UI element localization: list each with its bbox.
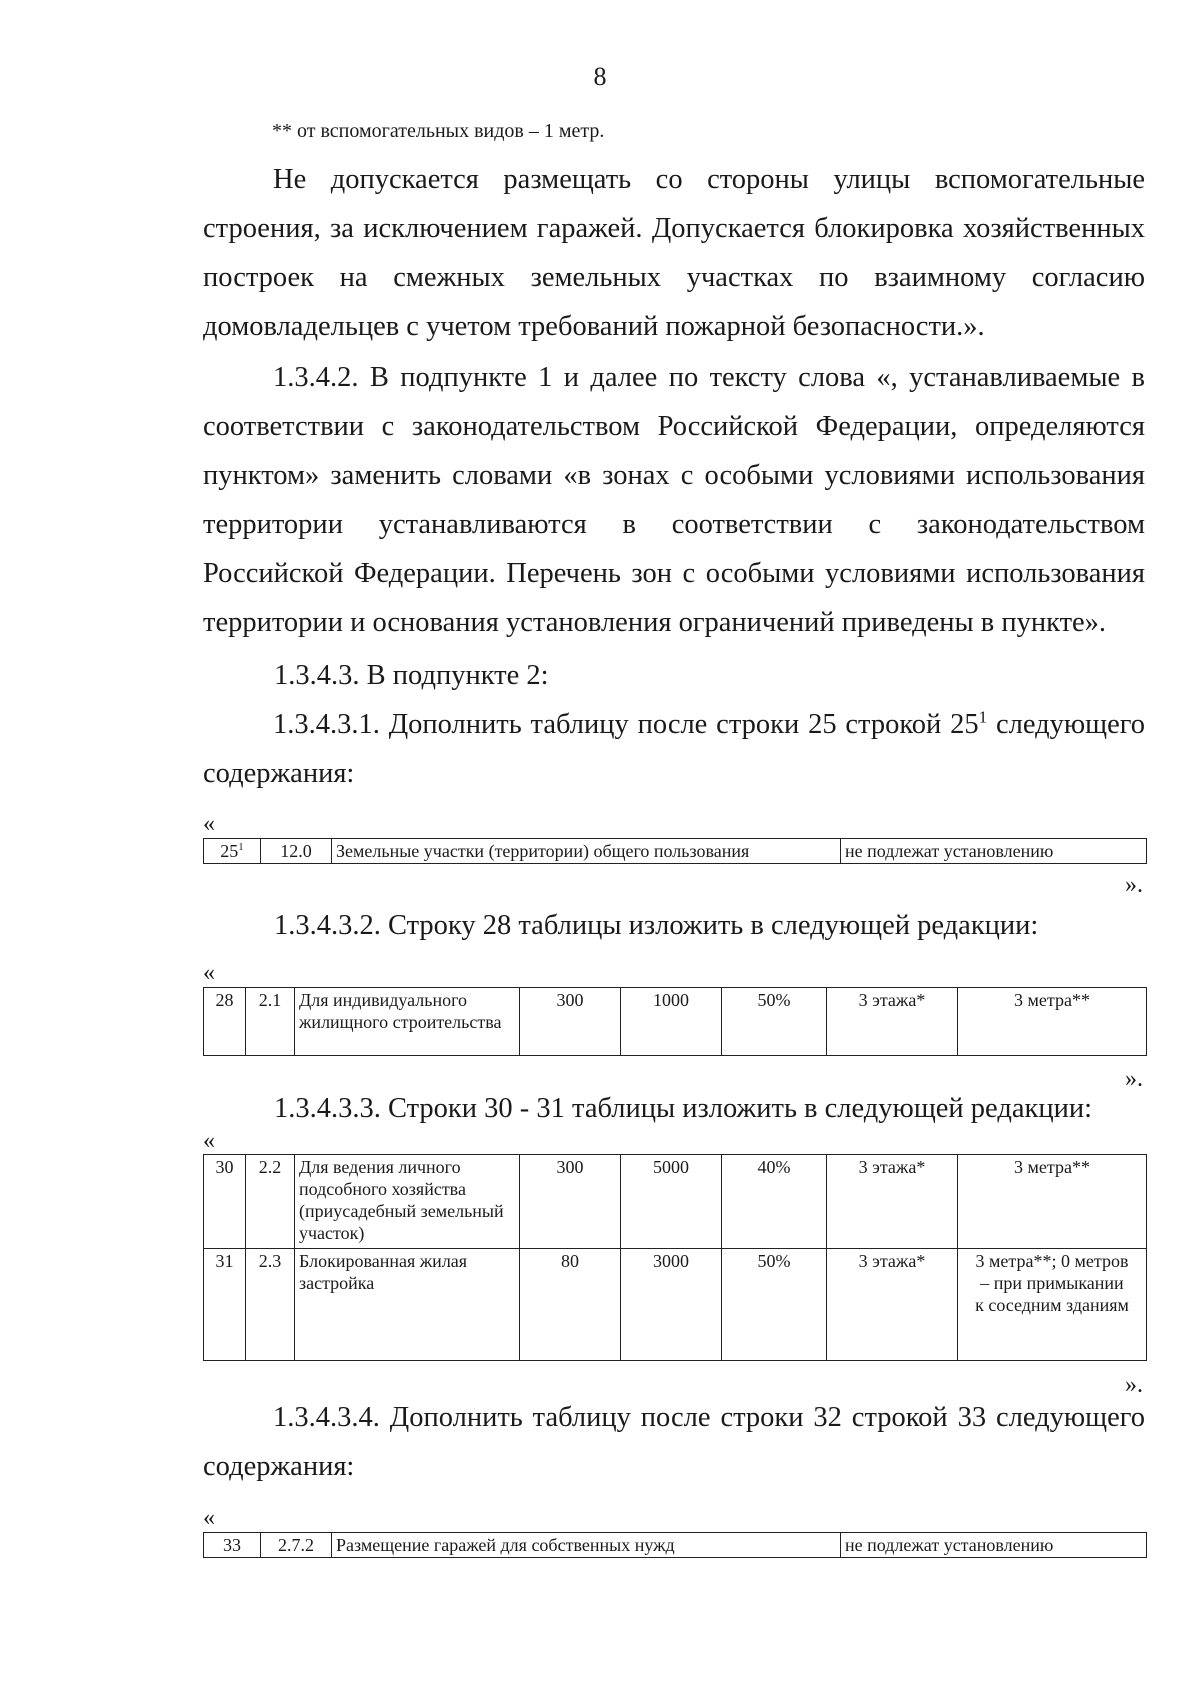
table-cell: 3 этажа* bbox=[827, 1155, 958, 1249]
table-cell: 3 метра**; 0 метров – при примыкании к соседним зданиям bbox=[958, 1249, 1147, 1361]
text-line: соответствии с законодательством Российской Федерации, определяются bbox=[203, 411, 1145, 442]
cell-text: 25 bbox=[220, 841, 239, 861]
quote-close: ». bbox=[1125, 1066, 1143, 1092]
table-cell: 40% bbox=[722, 1155, 827, 1249]
table-cell-num bbox=[204, 839, 261, 864]
superscript: 1 bbox=[238, 841, 244, 853]
quote-open: « bbox=[203, 960, 215, 986]
text-part: 1.3.4.3.1. Дополнить таблицу после строки 25 строкой 25 bbox=[273, 709, 979, 740]
table-cell: Для ведения личного подсобного хозяйства (приусадебный земельный участок) bbox=[295, 1155, 520, 1249]
text-line: Не допускается размещать со стороны улицы вспомогательные bbox=[273, 164, 1145, 195]
table-cell: 2.3 bbox=[246, 1249, 295, 1361]
table-cell: 3 этажа* bbox=[827, 988, 958, 1056]
table-cell: 3 этажа* bbox=[827, 1249, 958, 1361]
heading-13433: 1.3.4.3.3. Строки 30 - 31 таблицы изложить в следующей редакции: bbox=[274, 1093, 1092, 1124]
table-cell: 50% bbox=[722, 1249, 827, 1361]
text-line: Российской Федерации. Перечень зон с особыми условиями использования bbox=[203, 558, 1145, 589]
table-row bbox=[204, 1249, 1147, 1361]
text-line: содержания: bbox=[203, 1451, 355, 1482]
text-line: содержания: bbox=[203, 758, 355, 789]
table-row bbox=[204, 1533, 1147, 1558]
table-row bbox=[204, 839, 1147, 864]
table-cell: 2.2 bbox=[246, 1155, 295, 1249]
table-cell: 3 метра** bbox=[958, 988, 1147, 1056]
footnote: ** от вспомогательных видов – 1 метр. bbox=[272, 120, 605, 142]
table-row-25-1 bbox=[203, 838, 1147, 864]
quote-close: ». bbox=[1125, 872, 1143, 898]
table-row bbox=[204, 988, 1147, 1056]
superscript: 1 bbox=[978, 707, 988, 727]
table-cell-code: 2.7.2 bbox=[261, 1533, 332, 1558]
paragraph-13434 bbox=[203, 1393, 1145, 1491]
heading-13432: 1.3.4.3.2. Строку 28 таблицы изложить в следующей редакции: bbox=[274, 910, 1039, 941]
table-cell: 3 метра** bbox=[958, 1155, 1147, 1249]
page-number: 8 bbox=[593, 62, 607, 91]
quote-close: ». bbox=[1125, 1372, 1143, 1398]
table-cell: 3000 bbox=[621, 1249, 722, 1361]
text-line: 1.3.4.2. В подпункте 1 и далее по тексту слова «, устанавливаемые в bbox=[273, 362, 1145, 393]
table-cell: 1000 bbox=[621, 988, 722, 1056]
table-cell: 2.1 bbox=[246, 988, 295, 1056]
text-line: 1.3.4.3.4. Дополнить таблицу после строки 32 строкой 33 следующего bbox=[273, 1402, 1145, 1433]
table-rows-30-31 bbox=[203, 1154, 1147, 1361]
heading-1343: 1.3.4.3. В подпункте 2: bbox=[274, 660, 549, 691]
table-cell: 28 bbox=[204, 988, 246, 1056]
table-cell: 80 bbox=[520, 1249, 621, 1361]
text-line: территории и основания установления ограничений приведены в пункте». bbox=[203, 607, 1107, 638]
text-line: территории устанавливаются в соответствии с законодательством bbox=[203, 509, 1145, 540]
table-cell-num: 33 bbox=[204, 1533, 261, 1558]
text-line: построек на смежных земельных участках по взаимному согласию bbox=[203, 262, 1145, 293]
table-row-28 bbox=[203, 987, 1147, 1056]
table-cell: 300 bbox=[520, 1155, 621, 1249]
text-line: строения, за исключением гаражей. Допускается блокировка хозяйственных bbox=[203, 213, 1145, 244]
table-cell: 50% bbox=[722, 988, 827, 1056]
table-cell-value: не подлежат установлению bbox=[841, 1533, 1147, 1558]
table-cell-name: Размещение гаражей для собственных нужд bbox=[332, 1533, 841, 1558]
table-row-33 bbox=[203, 1532, 1147, 1558]
table-cell-name: Земельные участки (территории) общего пользования bbox=[332, 839, 841, 864]
quote-open: « bbox=[203, 1505, 215, 1531]
table-row bbox=[204, 1155, 1147, 1249]
table-cell: Блокированная жилая застройка bbox=[295, 1249, 520, 1361]
table-cell: 31 bbox=[204, 1249, 246, 1361]
table-cell-value: не подлежат установлению bbox=[841, 839, 1147, 864]
paragraph-1342 bbox=[203, 353, 1145, 647]
table-cell: 5000 bbox=[621, 1155, 722, 1249]
quote-open: « bbox=[203, 1128, 215, 1154]
paragraph-13431 bbox=[203, 700, 1145, 798]
text-part: следующего bbox=[987, 709, 1145, 740]
table-cell-code: 12.0 bbox=[261, 839, 332, 864]
quote-open: « bbox=[203, 811, 215, 837]
text-line: пунктом» заменить словами «в зонах с особыми условиями использования bbox=[203, 460, 1145, 491]
table-cell: 30 bbox=[204, 1155, 246, 1249]
table-cell: 300 bbox=[520, 988, 621, 1056]
text-line bbox=[203, 700, 1145, 749]
paragraph-restrictions bbox=[203, 155, 1145, 351]
table-cell: Для индивидуального жилищного строительства bbox=[295, 988, 520, 1056]
text-line: домовладельцев с учетом требований пожарной безопасности.». bbox=[203, 311, 985, 342]
